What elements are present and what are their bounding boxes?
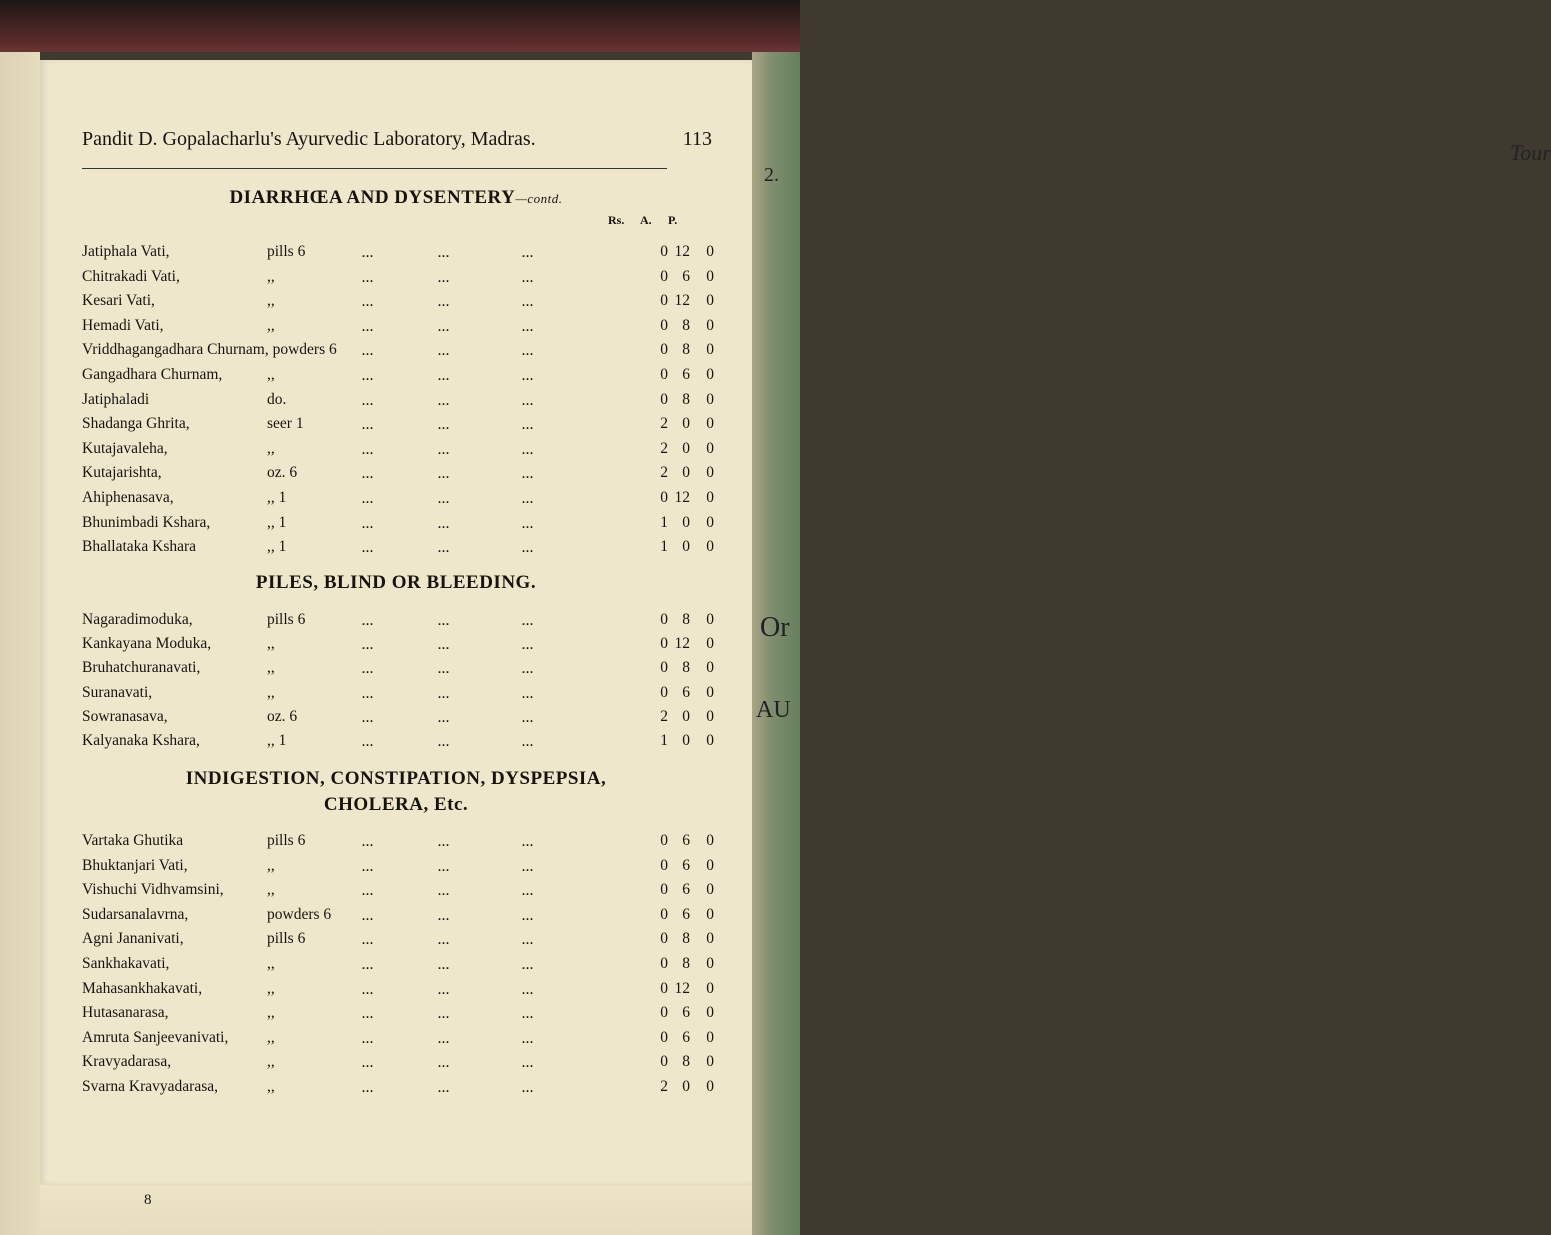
leader-dots: ... xyxy=(438,710,450,725)
section-title: DIARRHŒA AND DYSENTERY—contd. xyxy=(229,187,563,208)
pies-header: P. xyxy=(668,213,678,227)
book-cover-edge xyxy=(0,0,800,52)
leader-dots: ... xyxy=(438,614,450,628)
item-quantity: ,, xyxy=(267,267,275,285)
price-rupees: 0 xyxy=(660,832,668,849)
leader-dots: ... xyxy=(362,933,374,948)
leader-dots: ... xyxy=(522,246,534,260)
price-row xyxy=(82,1078,722,1100)
price-row xyxy=(82,391,722,413)
price-rupees: 2 xyxy=(660,439,668,457)
price-rupees: 0 xyxy=(660,683,668,701)
price-pies: 0 xyxy=(706,659,714,677)
price-annas: 0 xyxy=(682,464,690,482)
price-rupees: 0 xyxy=(660,659,668,677)
price-annas: 6 xyxy=(682,267,690,285)
price-rupees: 0 xyxy=(660,881,668,899)
price-rupees: 0 xyxy=(660,979,668,997)
leader-dots: ... xyxy=(522,638,534,653)
price-rupees: 2 xyxy=(660,415,668,433)
leader-dots: ... xyxy=(438,1031,450,1046)
item-name: Bhallataka Kshara xyxy=(82,538,197,556)
leader-dots: ... xyxy=(522,516,534,531)
leader-dots: ... xyxy=(362,835,374,849)
item-quantity: ,, xyxy=(267,366,275,383)
item-quantity: oz. 6 xyxy=(267,707,298,725)
leader-dots: ... xyxy=(362,295,374,310)
price-pies: 0 xyxy=(706,707,714,725)
item-quantity: ,, xyxy=(267,439,275,457)
price-rupees: 0 xyxy=(660,1004,668,1022)
leader-dots: ... xyxy=(522,1081,534,1095)
leader-dots: ... xyxy=(438,933,450,948)
leader-dots: ... xyxy=(438,295,450,310)
price-annas: 6 xyxy=(682,905,690,923)
price-pies: 0 xyxy=(706,366,714,383)
price-annas: 0 xyxy=(682,1078,690,1095)
leader-dots: ... xyxy=(362,662,374,677)
leader-dots: ... xyxy=(438,393,450,408)
price-pies: 0 xyxy=(706,267,714,285)
price-rupees: 0 xyxy=(660,611,668,628)
item-name: Svarna Kravyadarasa, xyxy=(82,1078,218,1095)
price-pies: 0 xyxy=(706,415,714,433)
rupees-header: Rs. xyxy=(608,213,625,227)
item-quantity: oz. 6 xyxy=(267,464,298,482)
page-header: Pandit D. Gopalacharlu's Ayurvedic Laboratory, Madras. xyxy=(82,128,536,150)
leader-dots: ... xyxy=(362,418,374,433)
item-name: Gangadhara Churnam, xyxy=(82,366,223,383)
price-row xyxy=(82,292,722,314)
item-quantity: ,, xyxy=(267,316,275,334)
price-row xyxy=(82,1004,722,1026)
item-quantity: pills 6 xyxy=(267,832,306,849)
leader-dots: ... xyxy=(522,859,534,874)
item-name: Suranavati, xyxy=(82,683,153,701)
price-row xyxy=(82,684,722,706)
leader-dots: ... xyxy=(362,442,374,457)
leader-dots: ... xyxy=(362,735,374,749)
leader-dots: ... xyxy=(362,710,374,725)
item-name: Vartaka Ghutika xyxy=(82,832,184,849)
leader-dots: ... xyxy=(522,1056,534,1071)
price-annas: 6 xyxy=(682,1004,690,1022)
item-quantity: ,, 1 xyxy=(267,538,287,556)
price-row xyxy=(82,906,722,928)
price-pies: 0 xyxy=(706,316,714,334)
price-pies: 0 xyxy=(706,635,714,653)
price-annas: 6 xyxy=(682,856,690,874)
leader-dots: ... xyxy=(438,859,450,874)
price-rupees: 0 xyxy=(660,243,668,260)
right-page-text: Or xyxy=(760,612,790,643)
price-pies: 0 xyxy=(706,930,714,948)
item-quantity: ,, xyxy=(267,1078,275,1095)
price-annas: 8 xyxy=(682,341,690,359)
book-page xyxy=(40,60,752,1208)
leader-dots: ... xyxy=(438,735,450,749)
leader-dots: ... xyxy=(522,710,534,725)
price-pies: 0 xyxy=(706,464,714,482)
leader-dots: ... xyxy=(362,908,374,923)
price-annas: 8 xyxy=(682,930,690,948)
item-quantity: do. xyxy=(267,390,287,408)
price-pies: 0 xyxy=(706,881,714,899)
leader-dots: ... xyxy=(362,614,374,628)
price-annas: 6 xyxy=(682,832,690,849)
leader-dots: ... xyxy=(522,319,534,334)
item-quantity: ,, xyxy=(267,955,275,972)
item-name: Hutasanarasa, xyxy=(82,1004,169,1022)
leader-dots: ... xyxy=(362,246,374,260)
item-quantity: ,, xyxy=(267,683,275,701)
price-row xyxy=(82,832,722,854)
price-rupees: 1 xyxy=(660,732,668,749)
item-quantity: ,, xyxy=(267,1004,275,1022)
leader-dots: ... xyxy=(522,933,534,948)
leader-dots: ... xyxy=(522,908,534,923)
item-name: Chitrakadi Vati, xyxy=(82,267,180,285)
item-quantity: ,, xyxy=(267,856,275,874)
leader-dots: ... xyxy=(522,982,534,997)
leader-dots: ... xyxy=(522,835,534,849)
price-annas: 8 xyxy=(682,1053,690,1071)
price-rupees: 0 xyxy=(660,366,668,383)
price-annas: 8 xyxy=(682,659,690,677)
leader-dots: ... xyxy=(522,369,534,383)
right-page-text: 2. xyxy=(764,164,779,186)
item-quantity: pills 6 xyxy=(267,930,306,948)
price-annas: 12 xyxy=(674,979,690,997)
price-pies: 0 xyxy=(706,341,714,359)
leader-dots: ... xyxy=(362,638,374,653)
leader-dots: ... xyxy=(438,418,450,433)
leader-dots: ... xyxy=(438,1081,450,1095)
leader-dots: ... xyxy=(362,369,374,383)
leader-dots: ... xyxy=(438,369,450,383)
item-name: Amruta Sanjeevanivati, xyxy=(82,1028,229,1046)
leader-dots: ... xyxy=(522,418,534,433)
price-row xyxy=(82,635,722,657)
item-name: Mahasankhakavati, xyxy=(82,979,203,997)
item-name: Jatiphala Vati, xyxy=(82,243,170,260)
item-quantity: ,, xyxy=(267,635,275,653)
price-annas: 12 xyxy=(674,243,690,260)
section-title: PILES, BLIND OR BLEEDING. xyxy=(255,572,537,593)
price-rupees: 2 xyxy=(660,1078,668,1095)
price-annas: 8 xyxy=(682,611,690,628)
leader-dots: ... xyxy=(438,467,450,482)
price-pies: 0 xyxy=(706,439,714,457)
leader-dots: ... xyxy=(438,246,450,260)
page-number: 113 xyxy=(682,128,712,150)
price-row xyxy=(82,489,722,511)
price-rupees: 0 xyxy=(660,316,668,334)
leader-dots: ... xyxy=(522,541,534,556)
price-row xyxy=(82,317,722,339)
price-pies: 0 xyxy=(706,513,714,531)
price-rupees: 0 xyxy=(660,635,668,653)
price-annas: 0 xyxy=(682,415,690,433)
leader-dots: ... xyxy=(438,686,450,701)
item-quantity: ,, xyxy=(267,1053,275,1071)
price-row xyxy=(82,415,722,437)
leader-dots: ... xyxy=(362,344,374,359)
leader-dots: ... xyxy=(438,270,450,285)
price-annas: 6 xyxy=(682,683,690,701)
leader-dots: ... xyxy=(438,662,450,677)
price-annas: 8 xyxy=(682,316,690,334)
price-row xyxy=(82,708,722,730)
item-quantity: ,, xyxy=(267,659,275,677)
item-quantity: ,, xyxy=(267,979,275,997)
header-rule xyxy=(82,168,667,169)
item-name: Kalyanaka Kshara, xyxy=(82,732,200,749)
leader-dots: ... xyxy=(438,442,450,457)
price-rupees: 0 xyxy=(660,267,668,285)
leader-dots: ... xyxy=(522,1031,534,1046)
leader-dots: ... xyxy=(438,958,450,972)
price-pies: 0 xyxy=(706,243,714,260)
item-quantity: pills 6 xyxy=(267,243,306,260)
price-rupees: 1 xyxy=(660,513,668,531)
leader-dots: ... xyxy=(438,982,450,997)
price-rupees: 2 xyxy=(660,707,668,725)
price-pies: 0 xyxy=(706,683,714,701)
leader-dots: ... xyxy=(438,835,450,849)
price-annas: 0 xyxy=(682,732,690,749)
leader-dots: ... xyxy=(438,319,450,334)
leader-dots: ... xyxy=(362,686,374,701)
item-name: Sowranasava, xyxy=(82,707,168,725)
section-title-line2: CHOLERA, Etc. xyxy=(323,794,469,815)
item-name: Bhuktanjari Vati, xyxy=(82,856,188,874)
item-quantity: ,, 1 xyxy=(267,732,287,749)
price-annas: 6 xyxy=(682,1028,690,1046)
price-pies: 0 xyxy=(706,390,714,408)
price-rupees: 0 xyxy=(660,390,668,408)
item-name: Hemadi Vati, xyxy=(82,316,164,334)
signature-mark: 8 xyxy=(144,1192,152,1208)
price-pies: 0 xyxy=(706,1004,714,1022)
price-row xyxy=(82,881,722,903)
item-name: Sudarsanalavrna, xyxy=(82,905,189,923)
price-row xyxy=(82,268,722,290)
price-row xyxy=(82,1053,722,1075)
price-row xyxy=(82,243,722,265)
price-annas: 0 xyxy=(682,538,690,556)
item-name: Kesari Vati, xyxy=(82,292,155,310)
leader-dots: ... xyxy=(362,859,374,874)
leader-dots: ... xyxy=(438,344,450,359)
leader-dots: ... xyxy=(522,344,534,359)
price-annas: 8 xyxy=(682,955,690,972)
item-quantity: ,, 1 xyxy=(267,513,287,531)
price-pies: 0 xyxy=(706,292,714,310)
right-page-edge xyxy=(752,52,1551,1235)
price-annas: 0 xyxy=(682,707,690,725)
price-row xyxy=(82,857,722,879)
price-pies: 0 xyxy=(706,538,714,556)
leader-dots: ... xyxy=(522,393,534,408)
item-quantity: seer 1 xyxy=(267,415,304,433)
leader-dots: ... xyxy=(362,516,374,531)
item-quantity: powders 6 xyxy=(267,905,332,923)
item-quantity: ,, xyxy=(267,881,275,899)
leader-dots: ... xyxy=(522,735,534,749)
leader-dots: ... xyxy=(522,270,534,285)
price-row xyxy=(82,1029,722,1051)
price-row xyxy=(82,930,722,952)
section-title: INDIGESTION, CONSTIPATION, DYSPEPSIA, xyxy=(185,768,607,789)
leader-dots: ... xyxy=(362,1031,374,1046)
price-pies: 0 xyxy=(706,1053,714,1071)
price-rupees: 0 xyxy=(660,292,668,310)
price-row xyxy=(82,611,722,633)
item-quantity: pills 6 xyxy=(267,611,306,628)
price-annas: 0 xyxy=(682,439,690,457)
price-rupees: 0 xyxy=(660,489,668,506)
price-pies: 0 xyxy=(706,905,714,923)
left-page-edge xyxy=(0,52,40,1235)
leader-dots: ... xyxy=(522,958,534,972)
leader-dots: ... xyxy=(362,982,374,997)
price-annas: 6 xyxy=(682,881,690,899)
leader-dots: ... xyxy=(362,270,374,285)
leader-dots: ... xyxy=(362,1007,374,1022)
leader-dots: ... xyxy=(522,1007,534,1022)
leader-dots: ... xyxy=(522,884,534,899)
leader-dots: ... xyxy=(362,958,374,972)
leader-dots: ... xyxy=(362,492,374,506)
leader-dots: ... xyxy=(438,908,450,923)
price-row xyxy=(82,464,722,486)
price-annas: 12 xyxy=(674,635,690,653)
price-pies: 0 xyxy=(706,856,714,874)
price-pies: 0 xyxy=(706,1028,714,1046)
price-row xyxy=(82,440,722,462)
leader-dots: ... xyxy=(362,393,374,408)
price-rupees: 0 xyxy=(660,905,668,923)
item-name: Kankayana Moduka, xyxy=(82,635,212,653)
price-row xyxy=(82,341,722,363)
leader-dots: ... xyxy=(522,662,534,677)
item-name: Jatiphaladi xyxy=(82,390,150,408)
price-rupees: 0 xyxy=(660,930,668,948)
price-row xyxy=(82,955,722,977)
item-quantity: ,, xyxy=(267,292,275,310)
item-name: Shadanga Ghrita, xyxy=(82,415,190,433)
leader-dots: ... xyxy=(362,319,374,334)
item-quantity: ,, xyxy=(267,1028,275,1046)
item-name: Agni Jananivati, xyxy=(82,930,184,948)
right-page-text: AU xyxy=(756,697,791,723)
price-pies: 0 xyxy=(706,1078,714,1095)
price-row xyxy=(82,659,722,681)
price-pies: 0 xyxy=(706,979,714,997)
price-annas: 0 xyxy=(682,513,690,531)
leader-dots: ... xyxy=(438,516,450,531)
leader-dots: ... xyxy=(522,686,534,701)
price-annas: 6 xyxy=(682,366,690,383)
leader-dots: ... xyxy=(522,614,534,628)
price-annas: 12 xyxy=(674,489,690,506)
leader-dots: ... xyxy=(522,467,534,482)
leader-dots: ... xyxy=(438,884,450,899)
leader-dots: ... xyxy=(362,467,374,482)
price-rupees: 1 xyxy=(660,538,668,556)
price-rupees: 0 xyxy=(660,856,668,874)
price-row xyxy=(82,732,722,754)
item-name: Bhunimbadi Kshara, xyxy=(82,513,211,531)
leader-dots: ... xyxy=(362,541,374,556)
item-quantity: ,, 1 xyxy=(267,489,287,506)
item-name: Kutajavaleha, xyxy=(82,439,168,457)
price-annas: 12 xyxy=(674,292,690,310)
item-name: Ahiphenasava, xyxy=(82,489,174,506)
leader-dots: ... xyxy=(438,1056,450,1071)
price-pies: 0 xyxy=(706,611,714,628)
right-page-text: Tour xyxy=(1510,140,1551,165)
item-name: Sankhakavati, xyxy=(82,955,170,972)
leader-dots: ... xyxy=(522,442,534,457)
price-rupees: 0 xyxy=(660,955,668,972)
item-name: Kutajarishta, xyxy=(82,464,162,482)
leader-dots: ... xyxy=(522,492,534,506)
price-rupees: 0 xyxy=(660,341,668,359)
leader-dots: ... xyxy=(438,638,450,653)
price-row xyxy=(82,514,722,536)
annas-header: A. xyxy=(640,213,652,227)
price-pies: 0 xyxy=(706,955,714,972)
leader-dots: ... xyxy=(362,884,374,899)
price-pies: 0 xyxy=(706,732,714,749)
leader-dots: ... xyxy=(438,541,450,556)
price-row xyxy=(82,538,722,560)
price-row xyxy=(82,366,722,388)
leader-dots: ... xyxy=(522,295,534,310)
price-rupees: 2 xyxy=(660,464,668,482)
leader-dots: ... xyxy=(362,1081,374,1095)
item-name: Kravyadarasa, xyxy=(82,1053,172,1071)
price-rupees: 0 xyxy=(660,1028,668,1046)
leader-dots: ... xyxy=(362,1056,374,1071)
item-name: Vishuchi Vidhvamsini, xyxy=(82,881,224,899)
price-row xyxy=(82,980,722,1002)
item-name: Nagaradimoduka, xyxy=(82,611,193,628)
item-name: Bruhatchuranavati, xyxy=(82,659,201,677)
price-annas: 8 xyxy=(682,390,690,408)
price-pies: 0 xyxy=(706,832,714,849)
item-name: Vriddhagangadhara Churnam, powders 6 xyxy=(82,341,337,359)
leader-dots: ... xyxy=(438,1007,450,1022)
price-rupees: 0 xyxy=(660,1053,668,1071)
leader-dots: ... xyxy=(438,492,450,506)
price-pies: 0 xyxy=(706,489,714,506)
